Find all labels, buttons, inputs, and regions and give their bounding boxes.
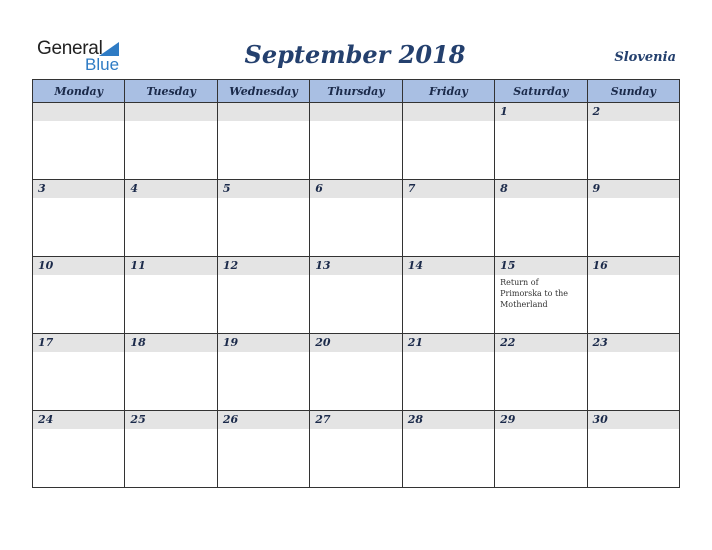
day-cell bbox=[125, 334, 217, 411]
day-cell bbox=[217, 180, 309, 257]
week-row bbox=[33, 411, 680, 488]
generalblue-logo bbox=[37, 38, 137, 74]
day-number: 18 bbox=[125, 334, 216, 352]
day-number: 2 bbox=[588, 103, 679, 121]
day-cell bbox=[587, 411, 679, 488]
day-cell bbox=[217, 334, 309, 411]
week-row bbox=[33, 257, 680, 334]
day-number: 13 bbox=[310, 257, 401, 275]
holiday-event: Return of Primorska to the Motherland bbox=[500, 278, 569, 309]
day-number: 17 bbox=[33, 334, 124, 352]
day-number: 4 bbox=[125, 180, 216, 198]
day-cell bbox=[587, 103, 679, 180]
day-cell bbox=[587, 180, 679, 257]
day-number: 22 bbox=[495, 334, 586, 352]
day-cell bbox=[495, 334, 587, 411]
day-number: 1 bbox=[495, 103, 586, 121]
logo-word-blue: Blue bbox=[85, 55, 120, 74]
day-cell bbox=[310, 411, 402, 488]
week-row bbox=[33, 180, 680, 257]
day-cell bbox=[310, 180, 402, 257]
calendar-title: September 2018 bbox=[244, 40, 466, 69]
day-number: 24 bbox=[33, 411, 124, 429]
weekday-wednesday: Wednesday bbox=[217, 80, 309, 103]
day-cell bbox=[587, 334, 679, 411]
day-cell bbox=[33, 411, 125, 488]
logo-triangle-icon bbox=[99, 42, 119, 56]
weekday-thursday: Thursday bbox=[310, 80, 402, 103]
day-cell bbox=[125, 257, 217, 334]
day-number: 30 bbox=[588, 411, 679, 429]
day-cell bbox=[495, 103, 587, 180]
day-number: 25 bbox=[125, 411, 216, 429]
day-number: 7 bbox=[403, 180, 494, 198]
day-cell bbox=[33, 257, 125, 334]
week-row bbox=[33, 103, 680, 180]
day-number: 23 bbox=[588, 334, 679, 352]
day-number: 8 bbox=[495, 180, 586, 198]
day-cell bbox=[310, 334, 402, 411]
day-number: 3 bbox=[33, 180, 124, 198]
day-cell bbox=[495, 180, 587, 257]
day-number: 12 bbox=[218, 257, 309, 275]
day-cell bbox=[217, 411, 309, 488]
day-number: 26 bbox=[218, 411, 309, 429]
day-number: 19 bbox=[218, 334, 309, 352]
country-label: Slovenia bbox=[614, 50, 676, 65]
day-cell bbox=[402, 103, 494, 180]
day-cell bbox=[402, 257, 494, 334]
weekday-tuesday: Tuesday bbox=[125, 80, 217, 103]
day-cell bbox=[310, 103, 402, 180]
day-number: 10 bbox=[33, 257, 124, 275]
day-cell bbox=[33, 334, 125, 411]
day-number bbox=[218, 103, 309, 121]
day-cell bbox=[587, 257, 679, 334]
day-cell bbox=[310, 257, 402, 334]
day-number: 29 bbox=[495, 411, 586, 429]
logo-word-general: General bbox=[37, 38, 103, 59]
day-number bbox=[310, 103, 401, 121]
day-number: 11 bbox=[125, 257, 216, 275]
day-number: 21 bbox=[403, 334, 494, 352]
day-cell bbox=[125, 103, 217, 180]
day-number: 28 bbox=[403, 411, 494, 429]
day-number: 14 bbox=[403, 257, 494, 275]
weekday-header-row bbox=[33, 80, 680, 103]
day-cell bbox=[217, 257, 309, 334]
week-row bbox=[33, 334, 680, 411]
day-number bbox=[33, 103, 124, 121]
day-cell bbox=[495, 257, 587, 334]
day-cell bbox=[402, 334, 494, 411]
calendar-grid bbox=[32, 79, 680, 488]
day-number: 5 bbox=[218, 180, 309, 198]
weekday-friday: Friday bbox=[402, 80, 494, 103]
day-number bbox=[403, 103, 494, 121]
day-cell bbox=[402, 180, 494, 257]
day-number: 6 bbox=[310, 180, 401, 198]
weekday-sunday: Sunday bbox=[587, 80, 679, 103]
day-number: 15 bbox=[495, 257, 586, 275]
day-cell bbox=[217, 103, 309, 180]
day-number: 27 bbox=[310, 411, 401, 429]
day-number: 9 bbox=[588, 180, 679, 198]
day-cell bbox=[33, 180, 125, 257]
day-cell bbox=[125, 411, 217, 488]
weekday-saturday: Saturday bbox=[495, 80, 587, 103]
day-cell bbox=[125, 180, 217, 257]
day-cell bbox=[33, 103, 125, 180]
day-cell bbox=[495, 411, 587, 488]
day-number: 20 bbox=[310, 334, 401, 352]
weekday-monday: Monday bbox=[33, 80, 125, 103]
day-cell bbox=[402, 411, 494, 488]
day-number: 16 bbox=[588, 257, 679, 275]
day-number bbox=[125, 103, 216, 121]
